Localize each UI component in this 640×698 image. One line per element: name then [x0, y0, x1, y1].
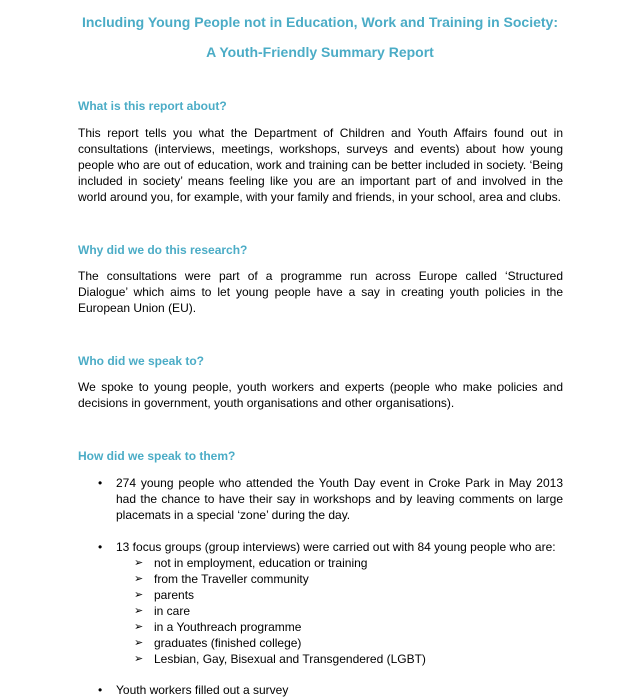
bullet-icon: • [98, 476, 103, 490]
section-body-why: The consultations were part of a programme run across Europe called ‘Structured Dialogue’ which aims to let young people have a say in creating youth policies in the European Union (EU). [78, 269, 563, 315]
sub-list-item: ➢ from the Traveller community [134, 572, 309, 586]
section-heading-about: What is this report about? [78, 99, 227, 113]
arrow-bullet-icon: ➢ [134, 605, 144, 617]
arrow-bullet-icon: ➢ [134, 589, 144, 601]
bullet-item-youth-day [98, 475, 563, 523]
arrow-bullet-icon: ➢ [134, 653, 144, 665]
bullet-text: Youth workers filled out a survey [116, 683, 289, 697]
bullet-text: 13 focus groups (group interviews) were carried out with 84 young people who are: [116, 540, 556, 554]
section-heading-how: How did we speak to them? [78, 449, 236, 463]
sub-list-item: ➢ parents [134, 588, 195, 602]
focus-group-sub-list [134, 555, 426, 667]
section-heading-why: Why did we do this research? [78, 243, 248, 257]
arrow-bullet-icon: ➢ [134, 621, 144, 633]
report-title: Including Young People not in Education, Work and Training in Society: [81, 14, 559, 30]
arrow-bullet-icon: ➢ [134, 573, 144, 585]
arrow-bullet-icon: ➢ [134, 557, 144, 569]
report-subtitle: A Youth-Friendly Summary Report [206, 44, 434, 60]
section-heading-who: Who did we speak to? [78, 354, 205, 368]
bullet-item-focus-groups [98, 539, 563, 555]
bullet-icon: • [98, 540, 103, 554]
section-body-who: We spoke to young people, youth workers and experts (people who make policies and decisions in government, youth organisations and other organisations). [78, 380, 563, 410]
arrow-bullet-icon: ➢ [134, 637, 144, 649]
section-body-about: This report tells you what the Department of Children and Youth Affairs found out in consultations (interviews, meetings, workshops, surveys and events) about how young people who are out of education, work and training can be better included in society. ‘Being included in society’ means feeling like you are an important part of and involved in the world around you, for example, with your family and friends, in your school, area and clubs. [78, 126, 563, 204]
sub-list-item: ➢ not in employment, education or training [134, 556, 368, 570]
bullet-icon: • [98, 683, 103, 697]
sub-list-item: ➢ Lesbian, Gay, Bisexual and Transgendered (LGBT) [134, 652, 426, 666]
bullet-text: 274 young people who attended the Youth Day event in Croke Park in May 2013 had the chance to have their say in workshops and by leaving comments on large placemats in a special ‘zone’ during the day. [116, 476, 563, 522]
sub-list-item: ➢ graduates (finished college) [134, 636, 302, 650]
sub-list-item: ➢ in care [134, 604, 191, 618]
bullet-item-youth-workers [98, 682, 563, 698]
sub-list-item: ➢ in a Youthreach programme [134, 620, 302, 634]
